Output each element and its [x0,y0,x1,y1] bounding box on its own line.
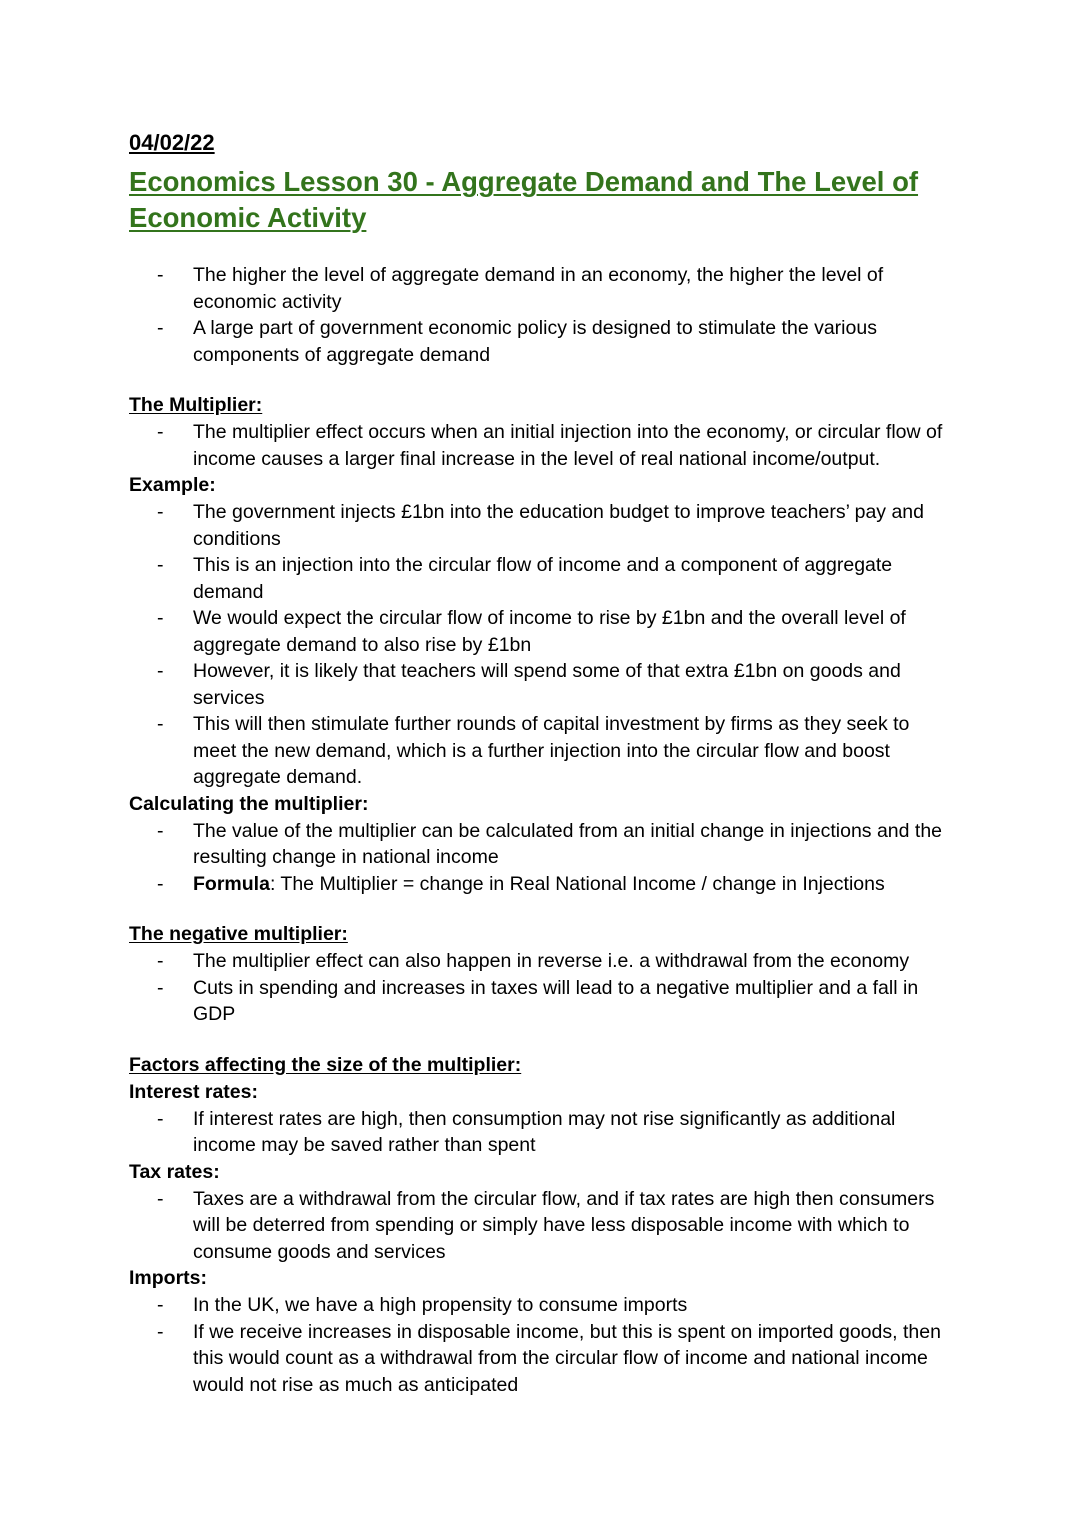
section-heading: Imports: [129,1267,207,1289]
list-item [129,499,949,552]
list-item [129,658,949,711]
list-item [129,1292,949,1319]
list-item [129,711,949,791]
section-interest-rates [129,1079,949,1159]
list-item-text: The government injects £1bn into the education budget to improve teachers’ pay and conditions [193,501,924,550]
list-item-text: This will then stimulate further rounds of capital investment by firms as they seek to meet the new demand, which is a further injection into the circular flow and boost aggregate demand. [193,713,910,788]
section-heading: The Multiplier: [129,394,263,416]
section-bullet-list [129,1106,949,1159]
list-item-text: In the UK, we have a high propensity to consume imports [193,1294,688,1316]
bullet-dash-icon: - [157,1320,164,1343]
bullet-dash-icon: - [157,421,164,443]
bullet-dash-icon: - [157,317,164,339]
bullet-dash-icon: - [157,607,164,629]
section-heading: Interest rates: [129,1080,258,1103]
section-calculating-the-multiplier [129,791,949,898]
spacer [129,236,949,262]
section-heading: Factors affecting the size of the multiplier: [129,1053,522,1076]
bullet-dash-icon: - [157,501,164,523]
list-item-text: If we receive increases in disposable income, but this is spent on imported goods, then this would count as a withdrawal from the circular flow of income and national income would not rise as much as anticipated [193,1320,941,1396]
bullet-dash-icon: - [157,660,164,682]
list-item [129,605,949,658]
list-item-formula [129,871,949,898]
section-imports [129,1265,949,1398]
list-item-text: However, it is likely that teachers will spend some of that extra £1bn on goods and services [193,660,901,709]
list-item [129,818,949,871]
formula-rest: : The Multiplier = change in Real National Income / change in Injections [269,872,885,895]
intro-bullet-list [129,262,949,368]
section-heading: Tax rates: [129,1160,220,1183]
formula-bold-lead: Formula [193,872,270,895]
section-bullet-list [129,818,949,898]
list-item [129,1106,949,1159]
bullet-dash-icon: - [157,1294,164,1316]
list-item-text: A large part of government economic policy is designed to stimulate the various components of aggregate demand [193,317,877,366]
list-item [129,1319,949,1399]
bullet-dash-icon: - [157,713,164,735]
bullet-dash-icon: - [157,976,164,999]
section-bullet-list [129,419,949,472]
list-item-text: The value of the multiplier can be calculated from an initial change in injections and the resulting change in national income [193,819,943,868]
section-factors-affecting-size [129,1052,949,1079]
section-bullet-list [129,499,949,791]
section-bullet-list [129,1292,949,1398]
list-item [129,315,949,368]
list-item-text: We would expect the circular flow of income to rise by £1bn and the overall level of aggregate demand to also rise by £1bn [193,607,906,656]
section-example [129,472,949,791]
bullet-dash-icon: - [157,950,164,972]
bullet-dash-icon: - [157,264,164,286]
spacer [129,368,949,392]
section-bullet-list [129,1186,949,1266]
list-item-text: If interest rates are high, then consumption may not rise significantly as additional income may be saved rather than spent [193,1107,896,1156]
spacer [129,1028,949,1052]
list-item-text: The multiplier effect can also happen in reverse i.e. a withdrawal from the economy [193,950,910,972]
date-line [129,129,949,161]
formula-label [193,873,885,895]
section-bullet-list [129,948,949,1028]
list-item-text: This is an injection into the circular flow of income and a component of aggregate demand [193,554,893,603]
section-the-negative-multiplier [129,921,949,1028]
list-item-text: Taxes are a withdrawal from the circular flow, and if tax rates are high then consumers will be deterred from spending or simply have less disposable income with which to consume goods and services [193,1187,935,1263]
list-item [129,419,949,472]
document-date: 04/02/22 [129,130,215,155]
list-item [129,948,949,975]
list-item-text: The higher the level of aggregate demand in an economy, the higher the level of economic activity [193,264,884,313]
list-item [129,552,949,605]
list-item-text: The multiplier effect occurs when an initial injection into the economy, or circular flow of income causes a larger final increase in the level of real national income/output. [193,421,943,470]
section-heading: Calculating the multiplier: [129,792,369,815]
list-item-text: Cuts in spending and increases in taxes will lead to a negative multiplier and a fall in GDP [193,976,919,1025]
list-item [129,262,949,315]
bullet-dash-icon: - [157,1107,164,1130]
list-item [129,1186,949,1266]
bullet-dash-icon: - [157,872,164,895]
list-item [129,975,949,1028]
document-content [129,129,949,1398]
bullet-dash-icon: - [157,554,164,576]
section-heading: Example: [129,474,216,496]
bullet-dash-icon: - [157,819,164,842]
bullet-dash-icon: - [157,1187,164,1210]
section-heading: The negative multiplier: [129,923,348,945]
section-tax-rates [129,1159,949,1266]
section-the-multiplier [129,392,949,472]
spacer [129,897,949,921]
document-title: Economics Lesson 30 - Aggregate Demand and The Level of Economic Activity [129,166,919,233]
